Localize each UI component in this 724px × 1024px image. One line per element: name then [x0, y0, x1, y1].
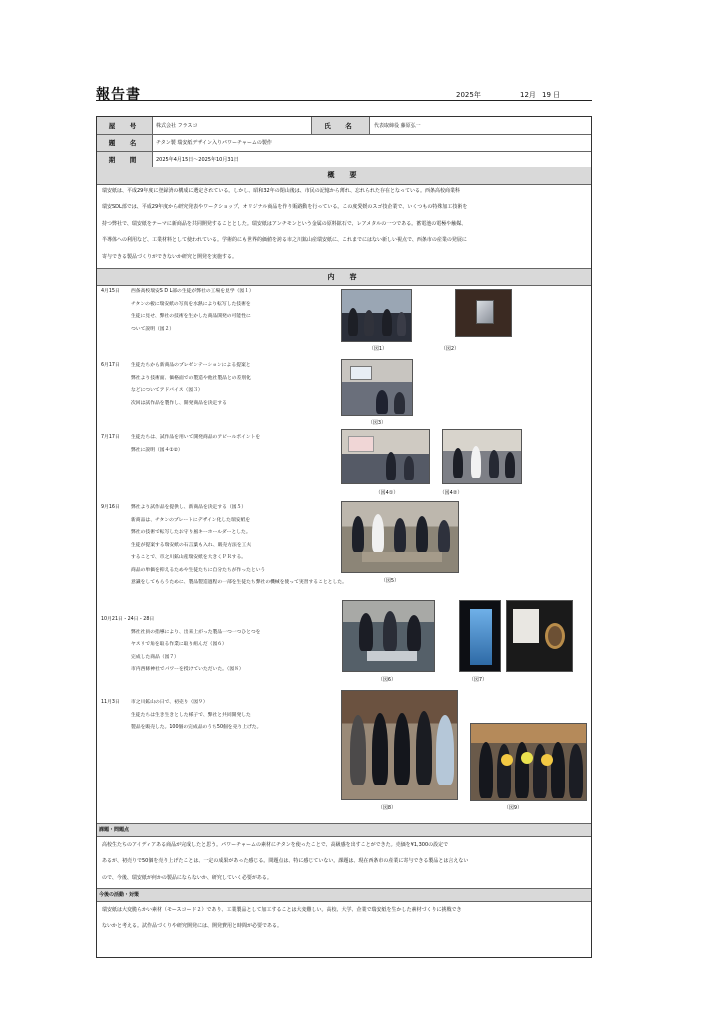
entry-nov3: [101, 697, 261, 735]
company-value: 株式会社 フラスコ: [156, 123, 198, 129]
entry-apr15: [101, 286, 254, 336]
entry-line: 次回は試作品を製作し、開発商品を決定する: [131, 400, 227, 406]
entry-line: 完成した商品（図７）: [131, 654, 179, 660]
entry-date: 10月21日・24日・28日: [101, 617, 155, 622]
photo-first-sale: [470, 723, 587, 801]
entry-line: 弊社に説明（図４①②）: [131, 447, 183, 453]
overview-line: 持つ弊社で、瑞安紙をテーマに新商品を共同開発することとした。瑞安紙はアンチモンという金属の原料鉱石で、レアメタルの一つである。蓄電池の電極や触媒、: [102, 220, 467, 227]
issues-line: あるが、初売りで50個を売り上げたことは、一定の成果があった感じる。問題点は、特に感じていない。課題は、現在西条市の産業に寄与できる製品とは言えない: [102, 858, 469, 865]
entry-line: 弊社より技術面、価格面での製造や他社製品との差別化: [131, 375, 251, 381]
company-label: 屋 号: [108, 122, 141, 130]
content-heading: 内 容: [327, 273, 361, 281]
entry-line: 生徒たちは、試作品を用いて開発商品のアピールポイントを: [131, 435, 261, 440]
figure-caption: （図4①）: [375, 490, 399, 496]
entry-line: 生徒に見せ、弊社の技術を生かした商品開発の可能性に: [131, 314, 251, 319]
figure-caption: （図8）: [377, 805, 397, 811]
figure-caption: （図2）: [440, 346, 460, 352]
entry-date: 9月16日: [101, 505, 120, 510]
issues-line: 高校生たちのアイディアある商品が完成したと思う。パワーチャームの素材にチタンを使ったことで、高級感を出すことができた。売価を¥1,300の設定で: [102, 842, 449, 848]
entry-line: 弊社の技術で転写したお守り風キーホールダーとした。: [131, 530, 251, 535]
future-line: ないかと考える。試作品づくりや研究開発には、開発費用と時間が必要である。: [102, 923, 283, 930]
entry-jun17: [101, 360, 251, 410]
photo-presentation: [341, 359, 413, 416]
entry-date: 6月17日: [101, 363, 120, 368]
entry-oct21: [101, 614, 260, 677]
overview-line: 寄与できる製品づくりができないか研究と開発を実施する。: [102, 253, 238, 260]
figure-caption: （図9）: [503, 805, 523, 811]
issues-heading-bg: [97, 824, 591, 836]
report-title: 報告書: [96, 87, 141, 103]
period-value: 2025年4月15日～2025年10月31日: [156, 157, 239, 163]
overview-line: 半導体への利用など、工業材料として使われている。学術的にも世界的価値を誇る市之川鉱山産瑞安紙に、これまでにはない新しい視点で、西条市の産業の発展に: [102, 237, 467, 244]
entry-date: 4月15日: [101, 289, 120, 294]
entry-line: 商品の単価を抑えるためや生徒たちに自分たちが作ったという: [131, 567, 266, 573]
figure-caption: （図6）: [377, 677, 397, 683]
entry-line: 新商品は、チタンのプレートにデザイン化した瑞安紙を: [131, 517, 251, 523]
photo-finished-keyholder: [506, 600, 573, 672]
figure-caption: （図5）: [380, 578, 400, 584]
figure-caption: （図4②）: [439, 490, 463, 496]
photo-filing-work: [342, 600, 435, 672]
theme-value: チタン製 瑞安紙デザイン入りパワーチャームの製作: [156, 140, 272, 146]
figure-caption: （図7）: [468, 677, 488, 683]
title-rule: [96, 100, 592, 101]
entry-line: ついて説明（図２）: [131, 326, 175, 332]
report-frame: [96, 116, 592, 958]
entry-date: 11月3日: [101, 700, 120, 705]
entry-line: 製品を販売した。100個の完成品のうち50個を売り上げた。: [131, 725, 262, 730]
entry-jul17: [101, 432, 260, 457]
entry-line: チタンの板に瑞安紙の写真を水熱により転写した技術を: [131, 301, 251, 307]
entry-line: 生徒たちから新商品のプレゼンテーションによる提案と: [131, 363, 251, 368]
overview-heading: 概 要: [327, 171, 361, 179]
photo-titanium-plate: [455, 289, 512, 337]
entry-line: 弊社より試作品を提供し、新商品を決定する（図５）: [131, 505, 247, 510]
issues-text: [102, 837, 586, 886]
report-year: 2025年: [456, 91, 481, 99]
future-heading-bg: [97, 889, 591, 901]
entry-sep16: [101, 502, 347, 590]
name-value: 代表取締役 藤原弘一: [374, 123, 421, 129]
entry-line: 弊社社員の指導により、出来上がった製品一つ一つひとつを: [131, 629, 261, 635]
photo-appeal-points-1: [341, 429, 430, 484]
future-line: 瑞安紙は大変脆らかい素材（モースコード２）であり、工業製品として加工することは大変難しい。高校、大学、企業で瑞安紙を生かした素材づくりに挑戦でき: [102, 907, 462, 913]
overview-line: 瑞安SDL部では、平成29年度から研究発表やワークショップ、オリジナル商品を作り販路動を行っている。この度愛媛のスゴ技企業で、いくつもの特殊加工技術を: [102, 204, 468, 211]
theme-label: 題 名: [108, 139, 141, 147]
figure-caption: （図3）: [367, 420, 387, 426]
report-day: 19 日: [542, 91, 561, 99]
photo-appeal-points-2: [442, 429, 522, 484]
entry-line: ヤスリで角を取る作業に取り組んだ（図６）: [131, 642, 227, 647]
entry-line: などについてアドバイス（図３）: [131, 388, 203, 393]
name-label: 氏 名: [324, 122, 356, 130]
future-heading: 今後の活動・対策: [99, 892, 140, 898]
figure-caption: （図1）: [368, 346, 388, 352]
entry-line: 生徒が提案する瑞安紙の石言葉も入れ、販売方法を工夫: [131, 542, 252, 548]
entry-line: することで、市之川鉱山産瑞安紙を大きくＰＲする。: [131, 555, 247, 560]
report-month: 12月: [520, 91, 536, 99]
entry-line: 意識をしてもらうために、製品製造過程の一部を生徒たち弊社の機械を使って実習することとした。: [131, 580, 347, 585]
entry-date: 7月17日: [101, 435, 120, 440]
period-label: 期 間: [108, 156, 141, 164]
photo-new-product-decision: [341, 501, 459, 573]
entry-line: 西条高校瑞安S D L部の生徒が弊社の工場を見学（図１）: [131, 289, 254, 294]
overview-line: 瑞安紙は、平成29年度に登録済の構成に選定されている。しかし、昭和32年の閉山後は、市民の記憶から薄れ、忘れられた存在となっている。西条高校商業科: [102, 188, 461, 194]
entry-line: 生徒たちは生き生きとした様子で、弊社と共同開発した: [131, 712, 251, 718]
entry-line: 市之川鉱山の日で、初売り（図９）: [131, 700, 208, 705]
photo-finished-product-card: [459, 600, 501, 672]
issues-line: ので、今後、瑞安紙が何かの製品にならないか、研究していく必要がある。: [102, 874, 272, 881]
entry-line: 市内西條神社でパワーを授けていただいた。（図８）: [131, 667, 244, 672]
overview-text: [102, 183, 586, 265]
issues-heading: 課題・問題点: [99, 827, 130, 833]
future-text: [102, 902, 586, 935]
photo-factory-tour: [341, 289, 412, 342]
photo-shrine-blessing: [341, 690, 458, 800]
